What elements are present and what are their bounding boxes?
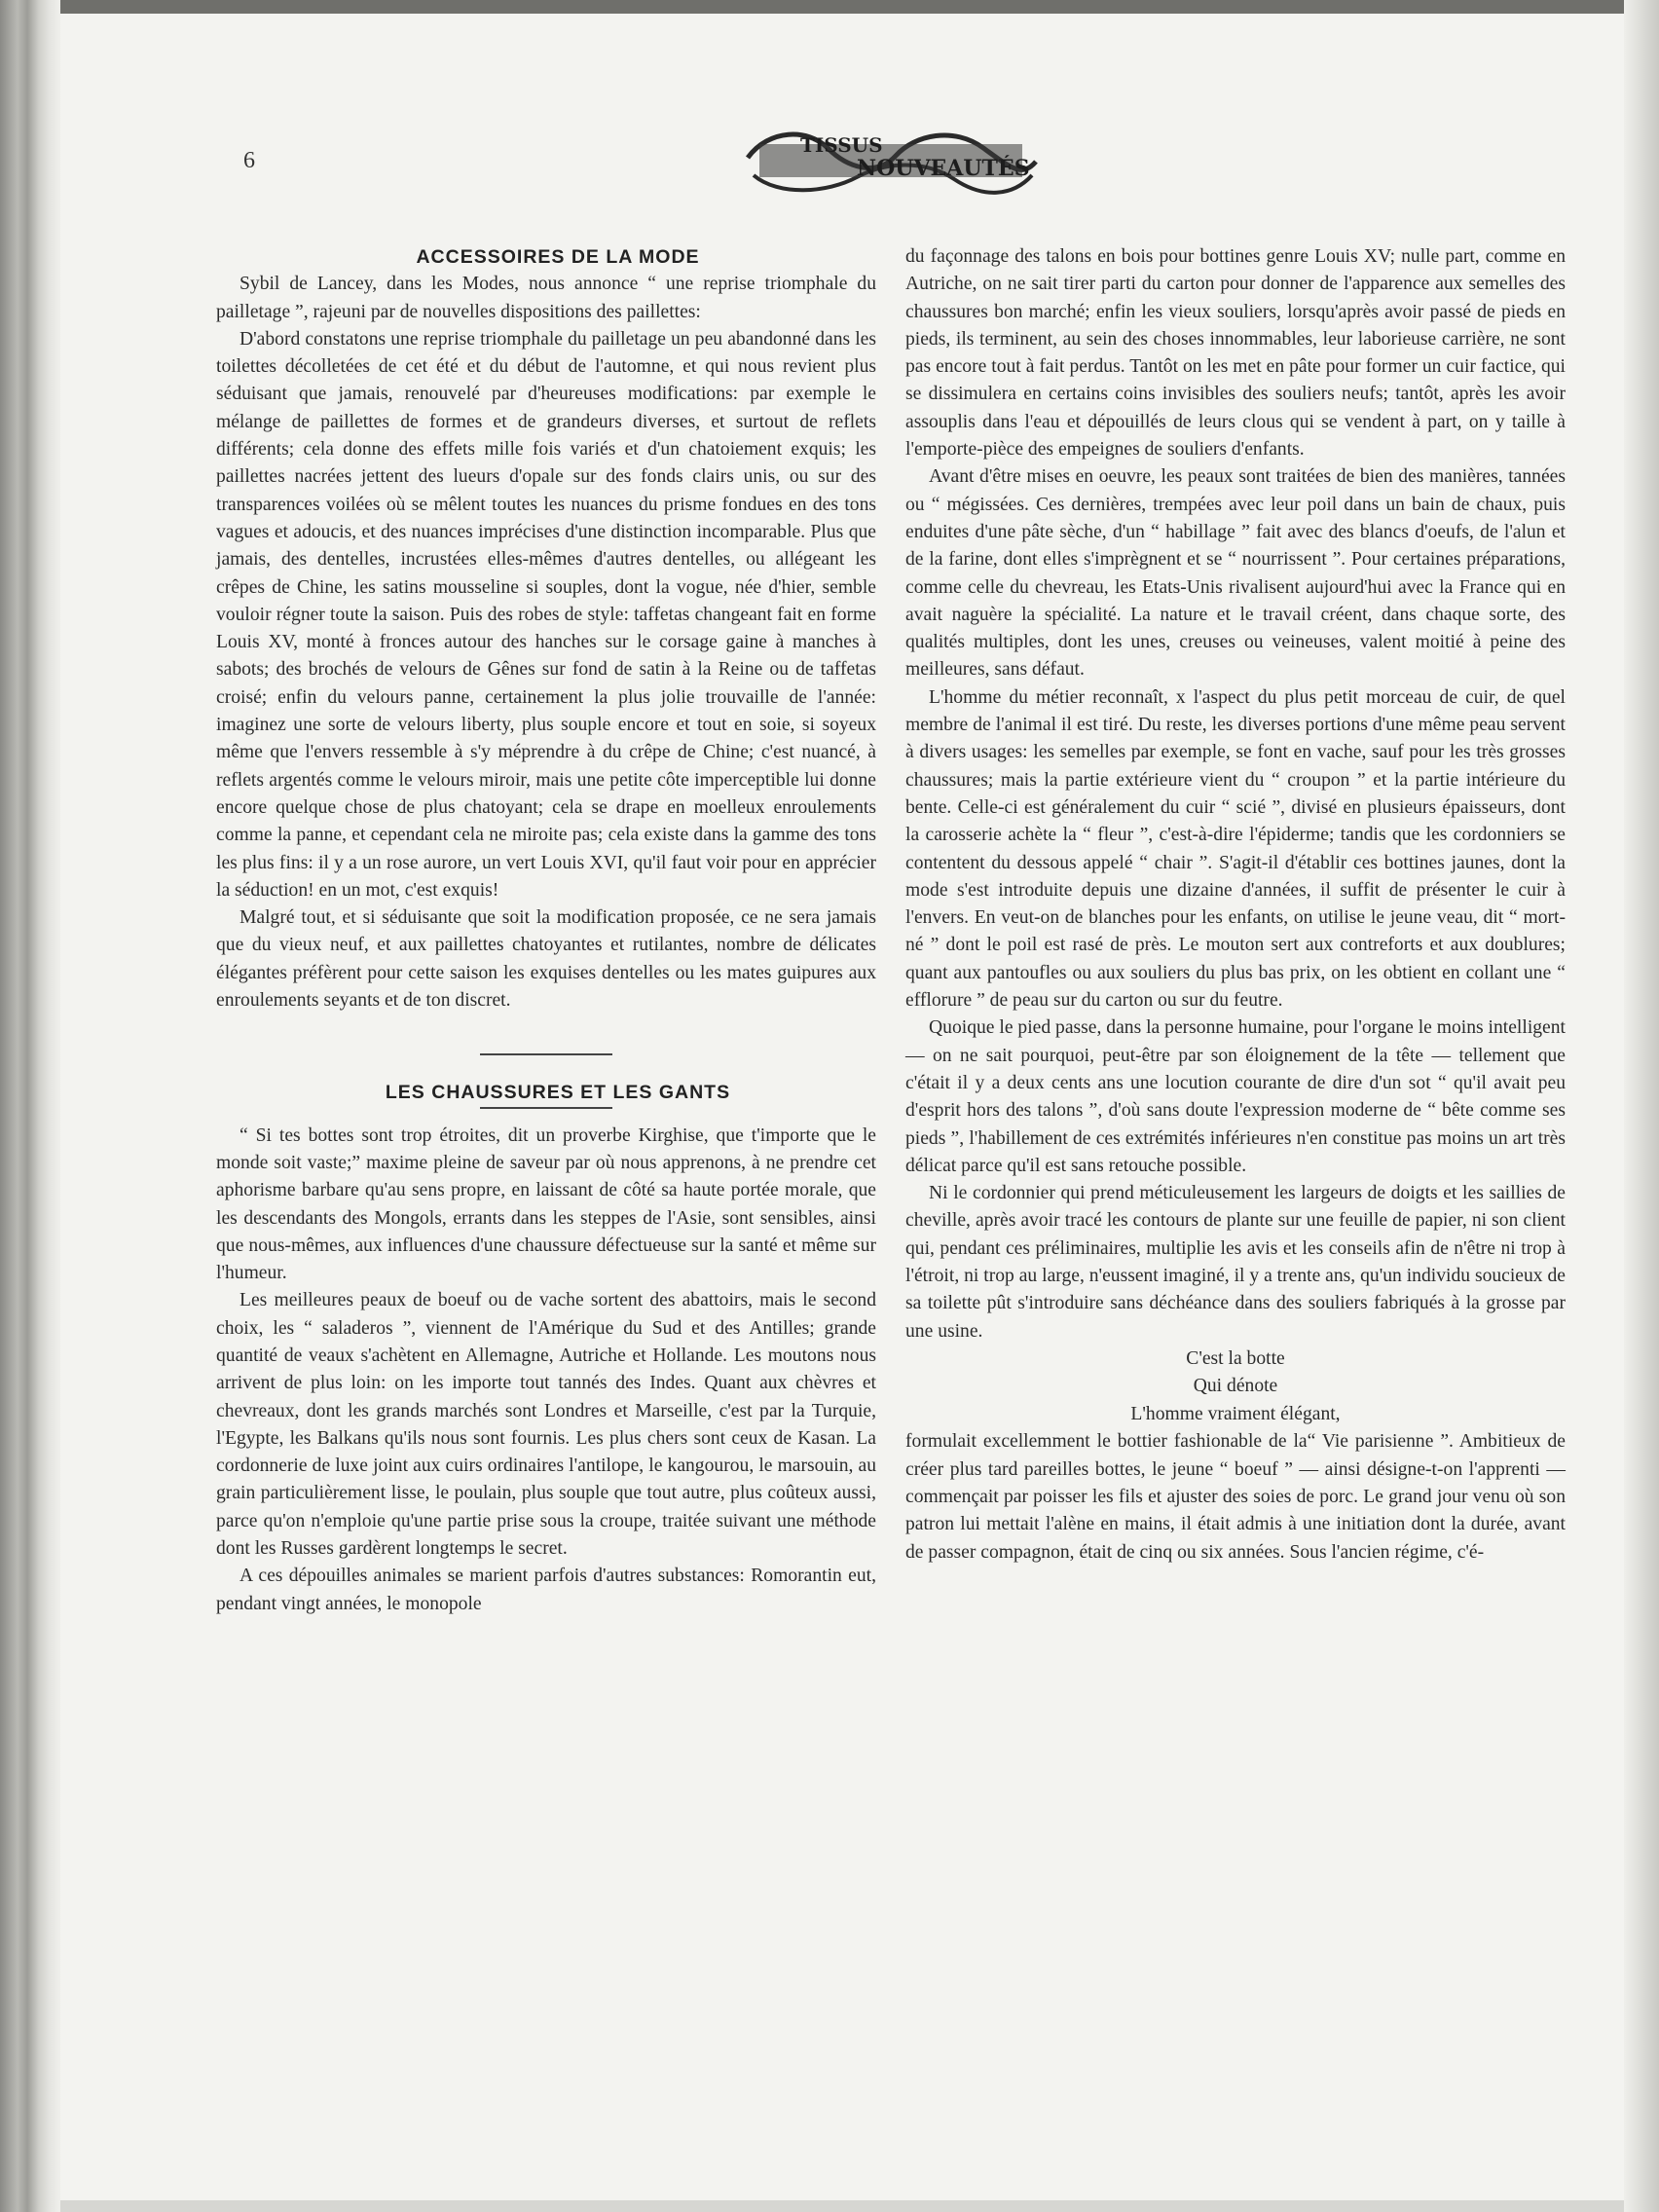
paragraph: Quoique le pied passe, dans la personne humaine, pour l'organe le moins intelligent — on ne sait pourquoi, peut-être par son éloignement de la tête — tellement que c'était il y a deux cents ans une locution courante de dire d'un sot “ qu'il avait peu d'esprit hors des talons ”, d'où sans doute l'expression moderne de “ bête comme ses pieds ”, l'habillement de ces extrémités inférieures n'en constitue pas moins un art très délicat parce qu'il est sans retouche possible. [905,1017,1566,1176]
verse-line: Qui dénote [1193,1376,1278,1397]
svg-text:NOUVEAUTÉS: NOUVEAUTÉS [857,156,1030,181]
paragraph: D'abord constatons une reprise triomphale du pailletage un peu abandonné dans les toilettes décolletées de cet été et du début de l'automne, et qui nous revient plus séduisant que jamais, renouvelé par d'heureuses modifications: par exemple le mélange de paillettes de formes et de grandeurs diverses, et surtout de reflets différents; cela donne des effets mille fois variés et d'un chatoiement exquis; les paillettes nacrées jettent des lueurs d'opale sur des fonds clairs unis, ou sur des transparences voilées où se mêlent toutes les nuances du prisme fondues en des tons vagues et adoucis, et des nuances imprécises d'une distinction incomparable. Plus que jamais, des dentelles, incrustées elles-mêmes d'autres dentelles, ou allégeant les crêpes de Chine, les satins mousseline si souples, dont la vogue, née d'hier, semble vouloir régner toute la saison. Puis des robes de style: taffetas changeant fait en forme Louis XV, monté à fronces autour des hanches sur le corsage gaine à manches à sabots; des brochés de velours de Gênes sur fond de satin à la Reine ou de taffetas croisé; enfin du velours panne, certainement la plus jolie trouvaille de l'année: imaginez une sorte de velours liberty, plus souple encore et tout en soie, si soyeux même que l'envers ressemble à s'y méprendre à du crêpe de Chine; c'est nuancé, à reflets argentés comme le velours miroir, mais une petite côte imperceptible lui donne encore quelque chose de plus chatoyant; cela se drape en moelleux enroulements comme la panne, et cependant cela ne miroite pas; cela existe dans la gamme des tons les plus fins: il y a un rose aurore, un vert Louis XVI, qu'il faut voir pour en apprécier la séduction! en un mot, c'est exquis! [216,328,876,901]
paragraph: Malgré tout, et si séduisante que soit la modification proposée, ce ne sera jamais que du vieux neuf, et aux paillettes chatoyantes et rutilantes, nombre de délicates élégantes préfèrent pour cette saison les exquises dentelles ou les mates guipures aux enroulements seyants et de ton discret. [216,907,876,1012]
paragraph: Sybil de Lancey, dans les Modes, nous annonce “ une reprise triomphale du pailletage ”, rajeuni par de nouvelles dispositions des paillettes: [216,274,876,322]
right-column [905,243,1566,1567]
paragraph: formulait excellemment le bottier fashionable de la“ Vie parisienne ”. Ambitieux de créer plus tard pareilles bottes, le jeune “ boeuf ” — ainsi désigne-t-on l'apprenti — commençait par poisser les fils et ajuster des soies de porc. Le grand jour venu où son patron lui mettait l'alène en mains, il était admis à une initiation dont la durée, avant de passer compagnon, était de cinq ou six années. Sous l'ancien régime, c'é- [905,1431,1566,1563]
paragraph: L'homme du métier reconnaît, x l'aspect du plus petit morceau de cuir, de quel membre de l'animal il est tiré. Du reste, les diverses portions d'une même peau servent à divers usages: les semelles par exemple, se font en vache, sauf pour les très grosses chaussures; mais la partie extérieure vient du “ croupon ” et la partie intérieure du bente. Celle-ci est généralement du cuir “ scié ”, divisé en plusieurs épaisseurs, dont la carosserie achète la “ fleur ”, c'est-à-dire l'épiderme; tandis que les cordonniers se contentent du dessous appelé “ chair ”. S'agit-il d'établir ces bottines jaunes, dont la mode s'est introduite depuis une dizaine d'années, il suffit de présenter le cuir à l'envers. En veut-on de blanches pour les enfants, on utilise le jeune veau, dit “ mort-né ” dont le poil est rasé de près. Le mouton sert aux contreforts et aux doublures; quant aux pantoufles ou aux souliers du plus bas prix, on les obtient en collant une “ efflorure ” de peau sur du carton ou sur du feutre. [905,686,1566,1012]
verse-line: L'homme vraiment élégant, [1130,1403,1341,1424]
scan-right-edge [1624,0,1659,2212]
paragraph: “ Si tes bottes sont trop étroites, dit un proverbe Kirghise, que t'importe que le monde soit vaste;” maxime pleine de saveur par où nous apprenons, à ne prendre cet aphorisme barbare qu'au sens propre, en laissant de côté sa haute portée morale, que les descendants des Mongols, errants dans les steppes de l'Asie, sont sensibles, ainsi que nous-mêmes, aux influences d'une chaussure défectueuse sur la santé et même sur l'humeur. [216,1124,876,1284]
left-column [216,243,876,1618]
scan-top-edge [0,0,1659,14]
verse-line: C'est la botte [1186,1347,1285,1369]
paragraph: Les meilleures peaux de boeuf ou de vache sortent des abattoirs, mais le second choix, les “ saladeros ”, viennent de l'Amérique du Sud et des Antilles; grande quantité de veaux s'achètent en Allemagne, Autriche et Hollande. Les moutons nous arrivent de plus loin: on les importe tout tannés des Indes. Quant aux chèvres et chevreaux, dont les grands marchés sont Londres et Marseille, c'est par la Turquie, l'Egypte, les Balkans qu'ils nous sont fournis. Les plus chers sont ceux de Kasan. La cordonnerie de luxe joint aux cuirs ordinaires l'antilope, le kangourou, le marsouin, au grain particulièrement lisse, le poulain, plus souple que tout autre, plus coûteux aussi, parce qu'on n'emploie qu'une partie prise sous la croupe, traitée suivant une méthode dont les Russes gardèrent longtemps le secret. [216,1290,876,1560]
section-title-chaussures: LES CHAUSSURES ET LES GANTS [385,1082,731,1104]
paragraph: Avant d'être mises en oeuvre, les peaux sont traitées de bien des manières, tannées ou “ mégissées. Ces dernières, trempées avec leur poil dans un bain de chaux, puis enduites d'une pâte sèche, d'un “ habillage ” fait avec des blancs d'oeufs, de l'alun et de la farine, dont elles s'imprègnent et se “ nourrissent ”. Pour certaines préparations, comme celle du chevreau, les Etats-Unis rivalisent aujourd'hui avec la France qui en avait naguère la spécialité. La nature et le travail créent, dans chaque sorte, des qualités multiples, dont les unes, creuses ou veineuses, valent moitié à peine des meilleures, sans défaut. [905,466,1566,681]
section-title-accessoires: ACCESSOIRES DE LA MODE [416,246,700,268]
page-number: 6 [243,148,255,173]
verse-quote [905,1346,1566,1429]
paragraph: Ni le cordonnier qui prend méticuleusement les largeurs de doigts et les saillies de cheville, après avoir tracé les contours de plante sur une feuille de papier, ni son client qui, pendant ces préliminaires, multiplie les avis et les conseils afin de n'être ni trop à l'étroit, ni trop au large, n'eussent imaginé, il y a trente ans, qu'un individu soucieux de sa toilette pût s'introduire sans déchéance dans des souliers fabriqués à la grosse par une usine. [905,1183,1566,1342]
section-divider [480,1107,612,1109]
paragraph: A ces dépouilles animales se marient parfois d'autres substances: Romorantin eut, pendant vingt années, le monopole [216,1566,876,1614]
masthead-logo [740,119,1042,203]
svg-text:TISSUS: TISSUS [800,133,883,157]
paragraph: du façonnage des talons en bois pour bottines genre Louis XV; nulle part, comme en Autriche, on ne sait tirer parti du carton pour donner de l'apparence aux semelles des chaussures bon marché; enfin les vieux souliers, lorsqu'après avoir passé de pieds en pieds, ils terminent, au sein des choses innommables, leur laborieuse carrière, ne sont pas encore tout à fait perdus. Tantôt on les met en pâte pour former un cuir factice, qui se dissimulera en certains coins invisibles des souliers neufs; tantôt, après les avoir assouplis dans l'eau et dépouillés de leurs clous qui se vendent à part, on y taille à l'emporte-pièce des empeignes de souliers d'enfants. [905,246,1566,461]
book-binding-edge [0,0,60,2212]
